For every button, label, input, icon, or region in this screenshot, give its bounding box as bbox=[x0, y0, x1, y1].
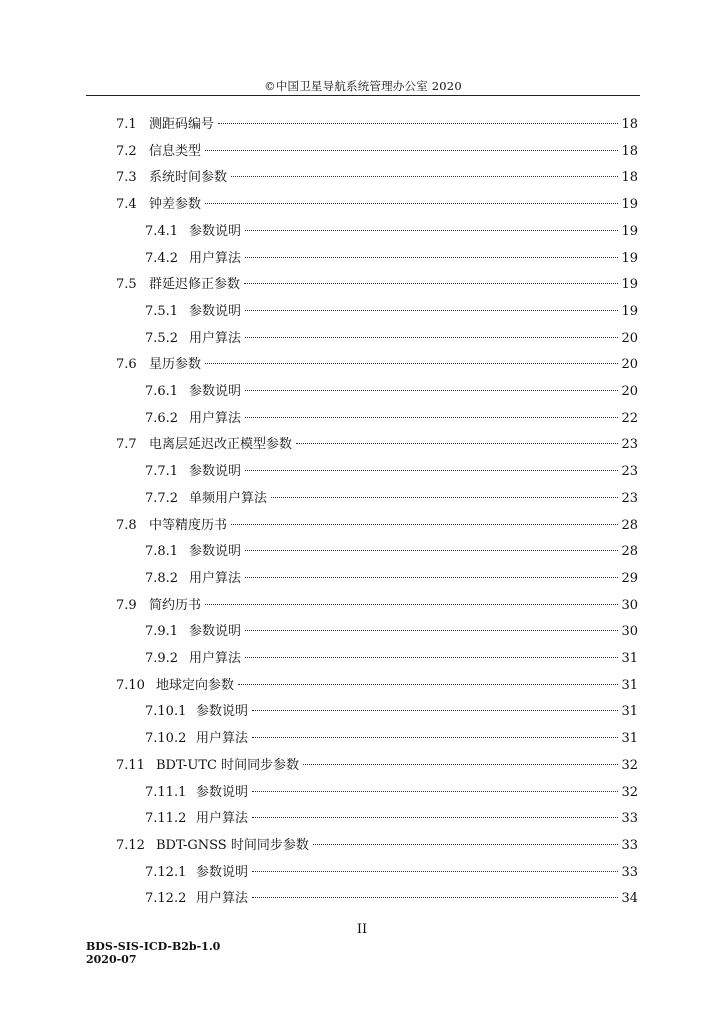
toc-entry-number: 7.11 bbox=[116, 757, 145, 773]
toc-entry[interactable] bbox=[145, 809, 638, 829]
toc-leader-dots bbox=[245, 257, 618, 258]
toc-entry-page: 33 bbox=[621, 837, 638, 853]
toc-entry-page: 31 bbox=[621, 704, 638, 720]
toc-entry-page: 31 bbox=[621, 651, 638, 666]
toc-entry[interactable] bbox=[145, 783, 638, 803]
toc-entry-title: 电离层延迟改正模型参数 bbox=[149, 437, 293, 453]
toc-entry-number: 7.3 bbox=[116, 170, 137, 186]
toc-entry[interactable] bbox=[145, 542, 638, 562]
toc-leader-dots bbox=[245, 470, 618, 471]
toc-leader-dots bbox=[245, 657, 618, 658]
toc-entry-page: 28 bbox=[621, 517, 638, 533]
toc-leader-dots bbox=[231, 524, 618, 525]
toc-leader-dots bbox=[252, 737, 618, 738]
toc-leader-dots bbox=[252, 791, 618, 792]
toc-leader-dots bbox=[245, 390, 618, 391]
toc-entry[interactable] bbox=[145, 889, 638, 909]
toc-entry[interactable] bbox=[145, 249, 638, 269]
toc-entry-number: 7.8.1 bbox=[145, 544, 179, 560]
toc-leader-dots bbox=[252, 871, 618, 872]
toc-entry-title: 简约历书 bbox=[149, 597, 202, 613]
toc-entry-number: 7.5.2 bbox=[145, 330, 179, 346]
toc-entry-number: 7.7.2 bbox=[145, 490, 179, 506]
toc-entry[interactable] bbox=[116, 195, 638, 215]
toc-entry-number: 7.12.1 bbox=[145, 864, 187, 880]
toc-entry-title: 参数说明 bbox=[189, 384, 242, 399]
document-id-block bbox=[86, 940, 220, 966]
toc-entry-number: 7.9 bbox=[116, 597, 137, 613]
toc-entry[interactable] bbox=[116, 115, 638, 135]
toc-leader-dots bbox=[205, 150, 618, 151]
toc-entry-page: 23 bbox=[621, 490, 638, 506]
toc-entry-page: 19 bbox=[621, 197, 638, 213]
toc-entry-number: 7.7.1 bbox=[145, 464, 179, 480]
toc-entry[interactable] bbox=[116, 435, 638, 455]
toc-entry-page: 19 bbox=[621, 303, 638, 319]
toc-entry-title: 用户算法 bbox=[189, 570, 242, 586]
toc-entry-number: 7.10.1 bbox=[145, 704, 187, 720]
toc-leader-dots bbox=[252, 817, 618, 818]
toc-entry-title: 用户算法 bbox=[196, 731, 249, 747]
toc-entry-title: 测距码编号 bbox=[149, 117, 215, 132]
toc-entry[interactable] bbox=[116, 355, 638, 375]
toc-entry-title: 中等精度历书 bbox=[149, 517, 228, 533]
toc-entry-title: 参数说明 bbox=[196, 864, 249, 880]
toc-entry-page: 30 bbox=[621, 597, 638, 613]
toc-entry[interactable] bbox=[116, 516, 638, 536]
toc-entry-page: 31 bbox=[621, 731, 638, 747]
toc-entry-page: 32 bbox=[621, 757, 638, 773]
toc-entry-page: 28 bbox=[621, 544, 638, 560]
toc-entry-number: 7.6.2 bbox=[145, 410, 179, 426]
toc-entry-page: 34 bbox=[621, 891, 638, 907]
toc-entry-title: 参数说明 bbox=[189, 303, 242, 319]
toc-leader-dots bbox=[245, 630, 618, 631]
toc-entry-page: 20 bbox=[621, 330, 638, 346]
toc-entry-page: 18 bbox=[621, 170, 638, 186]
toc-entry-number: 7.8.2 bbox=[145, 570, 179, 586]
toc-entry[interactable] bbox=[145, 622, 638, 642]
toc-entry[interactable] bbox=[116, 756, 638, 776]
toc-entry-title: 参数说明 bbox=[189, 223, 242, 239]
toc-leader-dots bbox=[303, 764, 618, 765]
toc-entry-title: 星历参数 bbox=[149, 357, 202, 373]
toc-leader-dots bbox=[244, 283, 618, 284]
toc-entry-title: 用户算法 bbox=[189, 410, 242, 426]
page-header: ©中国卫星导航系统管理办公室 2020 bbox=[264, 79, 462, 93]
toc-entry-number: 7.11.1 bbox=[145, 784, 187, 800]
toc-entry-title: 群延迟修正参数 bbox=[149, 277, 241, 293]
toc-entry-number: 7.6 bbox=[116, 357, 137, 373]
toc-entry[interactable] bbox=[116, 596, 638, 616]
document-id: BDS-SIS-ICD-B2b-1.0 bbox=[86, 940, 221, 953]
toc-entry-title: 系统时间参数 bbox=[149, 170, 228, 186]
toc-leader-dots bbox=[238, 684, 618, 685]
toc-entry-page: 23 bbox=[621, 464, 638, 480]
toc-entry[interactable] bbox=[116, 676, 638, 696]
toc-entry-page: 30 bbox=[621, 624, 638, 640]
toc-leader-dots bbox=[245, 577, 618, 578]
toc-leader-dots bbox=[271, 497, 618, 498]
toc-entry-title: 参数说明 bbox=[196, 704, 249, 720]
toc-entry-title: 参数说明 bbox=[196, 784, 249, 800]
toc-entry-number: 7.12 bbox=[116, 837, 145, 853]
toc-leader-dots bbox=[245, 337, 618, 338]
toc-entry-title: BDT-GNSS 时间同步参数 bbox=[156, 837, 309, 853]
toc-entry-number: 7.10 bbox=[116, 677, 145, 693]
toc-entry-title: 用户算法 bbox=[189, 330, 242, 346]
toc-entry-title: 参数说明 bbox=[189, 544, 242, 560]
toc-entry-number: 7.7 bbox=[116, 437, 137, 453]
toc-entry-title: 单频用户算法 bbox=[189, 490, 268, 506]
toc-entry[interactable] bbox=[145, 489, 638, 509]
toc-entry-page: 20 bbox=[621, 357, 638, 373]
toc-entry-title: 参数说明 bbox=[189, 624, 242, 640]
toc-entry-page: 32 bbox=[621, 784, 638, 800]
toc-entry[interactable] bbox=[116, 142, 638, 162]
toc-entry-number: 7.12.2 bbox=[145, 891, 187, 907]
toc-entry-page: 33 bbox=[621, 811, 638, 827]
toc-entry-title: 信息类型 bbox=[149, 143, 202, 159]
toc-entry-number: 7.4.1 bbox=[145, 223, 179, 239]
toc-entry-number: 7.10.2 bbox=[145, 731, 187, 747]
toc-entry[interactable] bbox=[145, 302, 638, 322]
toc-entry[interactable] bbox=[145, 863, 638, 883]
toc-entry-number: 7.4.2 bbox=[145, 250, 179, 266]
toc-entry-page: 18 bbox=[621, 117, 638, 132]
toc-entry-title: 地球定向参数 bbox=[156, 677, 235, 693]
toc-entry-number: 7.11.2 bbox=[145, 811, 187, 827]
toc-leader-dots bbox=[245, 417, 618, 418]
toc-entry-page: 22 bbox=[621, 410, 638, 426]
toc-entry-number: 7.2 bbox=[116, 143, 137, 159]
toc-entry-number: 7.1 bbox=[116, 117, 137, 132]
toc-entry-page: 19 bbox=[621, 223, 638, 239]
toc-entry-title: 用户算法 bbox=[196, 811, 249, 827]
page-number: II bbox=[356, 922, 368, 937]
toc-entry[interactable] bbox=[116, 275, 638, 295]
toc-entry[interactable] bbox=[145, 409, 638, 429]
toc-leader-dots bbox=[245, 230, 618, 231]
document-date: 2020-07 bbox=[86, 953, 137, 966]
toc-entry-page: 20 bbox=[621, 384, 638, 399]
header-rule bbox=[86, 95, 640, 96]
toc-entry-page: 18 bbox=[621, 143, 638, 159]
toc-leader-dots bbox=[231, 176, 618, 177]
toc-entry-title: 用户算法 bbox=[189, 250, 242, 266]
toc-entry-number: 7.9.1 bbox=[145, 624, 179, 640]
toc-leader-dots bbox=[245, 550, 618, 551]
toc-entry-title: 用户算法 bbox=[196, 891, 249, 907]
toc-entry-page: 19 bbox=[621, 250, 638, 266]
toc-entry[interactable] bbox=[145, 702, 638, 722]
toc-entry[interactable] bbox=[145, 382, 638, 402]
toc-entry-number: 7.6.1 bbox=[145, 384, 179, 399]
toc-entry[interactable] bbox=[145, 222, 638, 242]
toc-leader-dots bbox=[252, 897, 618, 898]
toc-entry-title: 参数说明 bbox=[189, 464, 242, 480]
toc-entry[interactable] bbox=[145, 462, 638, 482]
toc-entry[interactable] bbox=[116, 836, 638, 856]
toc-entry-number: 7.5 bbox=[116, 277, 137, 293]
toc-leader-dots bbox=[205, 604, 618, 605]
toc-entry-page: 31 bbox=[621, 677, 638, 693]
toc-entry[interactable] bbox=[145, 329, 638, 349]
toc-entry-title: 钟差参数 bbox=[149, 197, 202, 213]
toc-entry-title: 用户算法 bbox=[189, 651, 242, 666]
toc-leader-dots bbox=[205, 203, 618, 204]
toc-entry[interactable] bbox=[145, 569, 638, 589]
toc-entry-number: 7.9.2 bbox=[145, 651, 179, 666]
toc-entry[interactable] bbox=[116, 168, 638, 188]
toc-leader-dots bbox=[252, 710, 618, 711]
toc-entry-page: 29 bbox=[621, 570, 638, 586]
toc-leader-dots bbox=[245, 310, 618, 311]
toc-leader-dots bbox=[313, 844, 619, 845]
toc-entry-title: BDT-UTC 时间同步参数 bbox=[156, 757, 300, 773]
toc-entry-page: 33 bbox=[621, 864, 638, 880]
toc-entry-page: 23 bbox=[621, 437, 638, 453]
toc-entry-number: 7.4 bbox=[116, 197, 137, 213]
toc-entry-number: 7.5.1 bbox=[145, 303, 179, 319]
toc-leader-dots bbox=[205, 363, 618, 364]
toc-leader-dots bbox=[218, 123, 618, 124]
toc-entry[interactable] bbox=[145, 729, 638, 749]
toc-entry-number: 7.8 bbox=[116, 517, 137, 533]
toc-entry[interactable] bbox=[145, 649, 638, 669]
toc-leader-dots bbox=[296, 443, 618, 444]
toc-entry-page: 19 bbox=[621, 277, 638, 293]
